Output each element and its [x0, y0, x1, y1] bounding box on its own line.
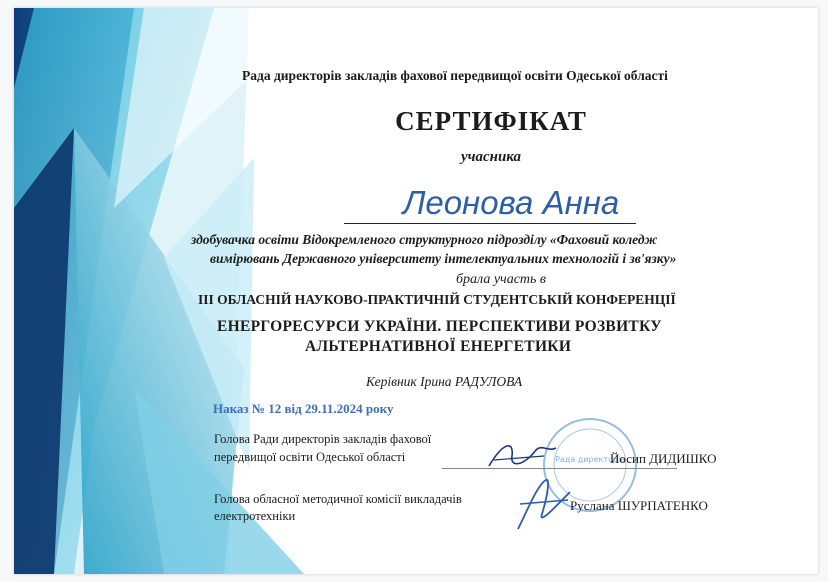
conference-topic-line1: ЕНЕРГОРЕСУРСИ УКРАЇНИ. ПЕРСПЕКТИВИ РОЗВИТКУ [217, 318, 662, 335]
participant-name: Леонова Анна [402, 184, 620, 221]
conference-topic-line2: АЛЬТЕРНАТИВНОЇ ЕНЕРГЕТИКИ [305, 338, 572, 355]
student-description-line2: вимірювань Державного університету інтелектуальних технологій і зв'язку» [210, 251, 677, 266]
certificate-sheet [14, 8, 818, 574]
stamp-text: Рада директорів [555, 455, 625, 464]
decorative-background [14, 8, 818, 574]
name-underline [344, 223, 636, 224]
signature1-mark [484, 436, 564, 476]
signatory2-name: Руслана ШУРПАТЕНКО [570, 498, 708, 513]
student-description-line1: здобувачка освіти Відокремленого структурного підрозділу «Фаховий коледж [191, 232, 658, 247]
order-number: Наказ № 12 від 29.11.2024 року [213, 401, 394, 416]
leader-text: Керівник Ірина РАДУЛОВА [366, 374, 523, 389]
conference-name: III ОБЛАСНІЙ НАУКОВО-ПРАКТИЧНІЙ СТУДЕНТСЬКІЙ КОНФЕРЕНЦІЇ [198, 292, 676, 307]
took-part-text: брала участь в [456, 272, 546, 287]
signatory1-position-line1: Голова Ради директорів закладів фахової [214, 432, 432, 446]
signatory2-position-line1: Голова обласної методичної комісії викладачів [214, 492, 462, 506]
certificate-subtitle: учасника [460, 149, 522, 165]
certificate-title: СЕРТИФІКАТ [395, 106, 587, 136]
council-header: Рада директорів закладів фахової передвищої освіти Одеської області [242, 68, 668, 83]
signatory1-position-line2: передвищої освіти Одеської області [214, 450, 406, 464]
signatory1-name: Йосип ДИДИШКО [610, 451, 717, 466]
signatory2-position-line2: електротехніки [214, 509, 296, 523]
